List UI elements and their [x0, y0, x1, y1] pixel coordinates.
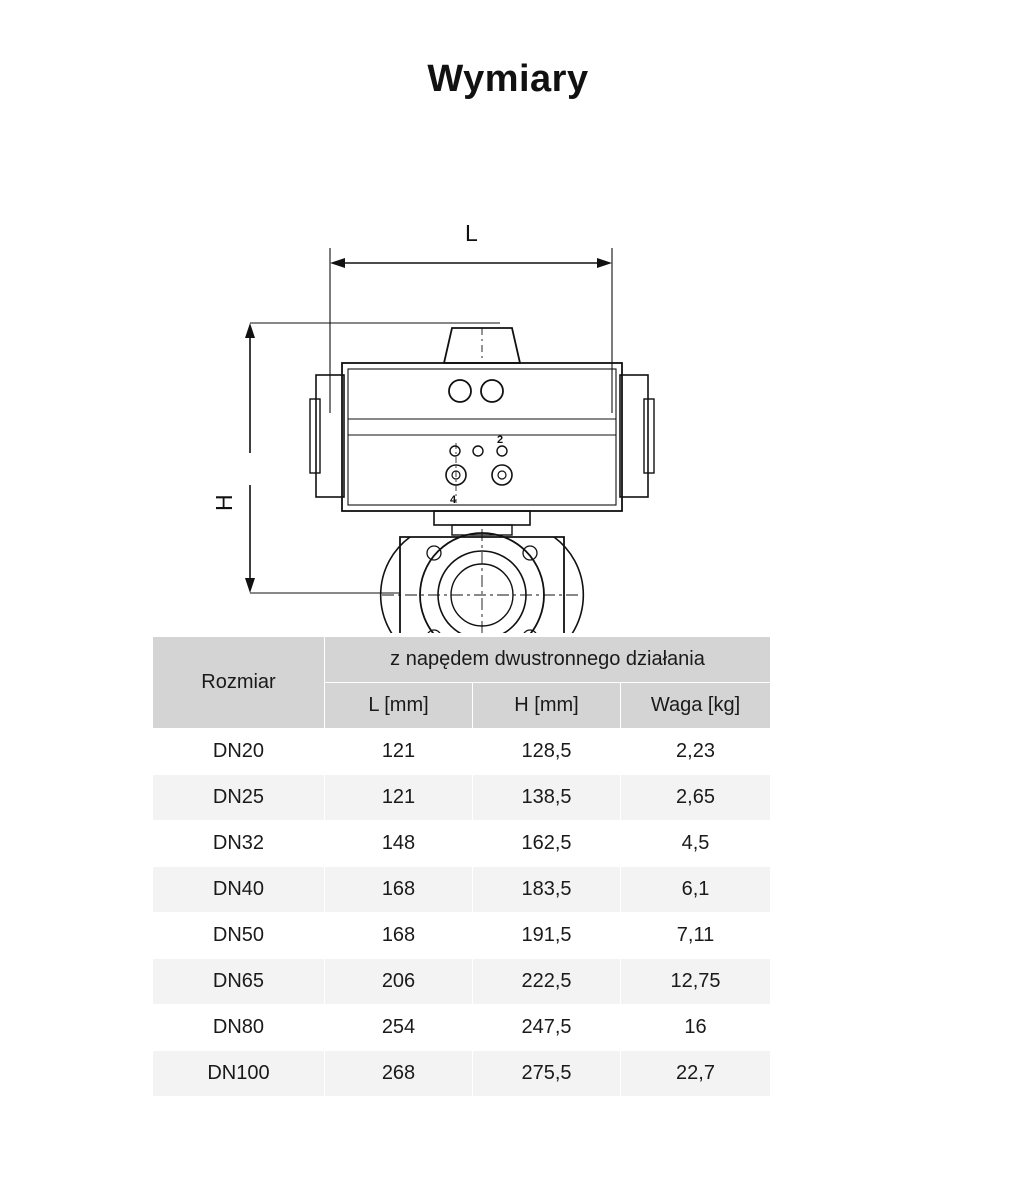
- table-row: [153, 1051, 771, 1097]
- cell-height: 275,5: [473, 1051, 621, 1097]
- cell-weight: 2,65: [621, 775, 771, 821]
- cell-length: 254: [325, 1005, 473, 1051]
- cell-length: 268: [325, 1051, 473, 1097]
- table-row: [153, 959, 771, 1005]
- table-row: [153, 775, 771, 821]
- cell-length: 168: [325, 913, 473, 959]
- cell-height: 191,5: [473, 913, 621, 959]
- cell-size: DN50: [153, 913, 325, 959]
- cell-size: DN100: [153, 1051, 325, 1097]
- table-header-row-1: [153, 637, 771, 683]
- cell-size: DN25: [153, 775, 325, 821]
- table-row: [153, 821, 771, 867]
- page-title: Wymiary: [427, 58, 589, 100]
- cell-height: 128,5: [473, 729, 621, 775]
- cell-size: DN32: [153, 821, 325, 867]
- cell-weight: 22,7: [621, 1051, 771, 1097]
- cell-weight: 4,5: [621, 821, 771, 867]
- label-port-2: 2: [497, 434, 504, 446]
- cell-weight: 6,1: [621, 867, 771, 913]
- mounting-bracket: [434, 511, 530, 525]
- table-row: [153, 913, 771, 959]
- cell-length: 168: [325, 867, 473, 913]
- cell-weight: 2,23: [621, 729, 771, 775]
- header-group: z napędem dwustronnego działania: [325, 637, 771, 683]
- dimensions-table-wrapper: [152, 636, 770, 1097]
- dimensions-table: [152, 636, 771, 1097]
- table-row: [153, 1005, 771, 1051]
- cell-size: DN40: [153, 867, 325, 913]
- cell-height: 138,5: [473, 775, 621, 821]
- label-L: L: [465, 220, 478, 246]
- cell-height: 222,5: [473, 959, 621, 1005]
- header-weight: Waga [kg]: [621, 683, 771, 729]
- table-row: [153, 867, 771, 913]
- cell-length: 148: [325, 821, 473, 867]
- header-size: Rozmiar: [153, 637, 325, 729]
- header-height: H [mm]: [473, 683, 621, 729]
- cell-height: 183,5: [473, 867, 621, 913]
- table-body: [153, 729, 771, 1097]
- label-port-4: 4: [450, 494, 457, 506]
- cell-length: 121: [325, 775, 473, 821]
- table-row: [153, 729, 771, 775]
- cell-size: DN65: [153, 959, 325, 1005]
- cell-height: 247,5: [473, 1005, 621, 1051]
- cell-weight: 12,75: [621, 959, 771, 1005]
- cell-height: 162,5: [473, 821, 621, 867]
- header-length: L [mm]: [325, 683, 473, 729]
- cell-size: DN80: [153, 1005, 325, 1051]
- cell-length: 121: [325, 729, 473, 775]
- cell-weight: 7,11: [621, 913, 771, 959]
- cell-length: 206: [325, 959, 473, 1005]
- cell-size: DN20: [153, 729, 325, 775]
- cell-weight: 16: [621, 1005, 771, 1051]
- label-H: H: [211, 494, 237, 511]
- dimension-drawing: [0, 113, 1016, 633]
